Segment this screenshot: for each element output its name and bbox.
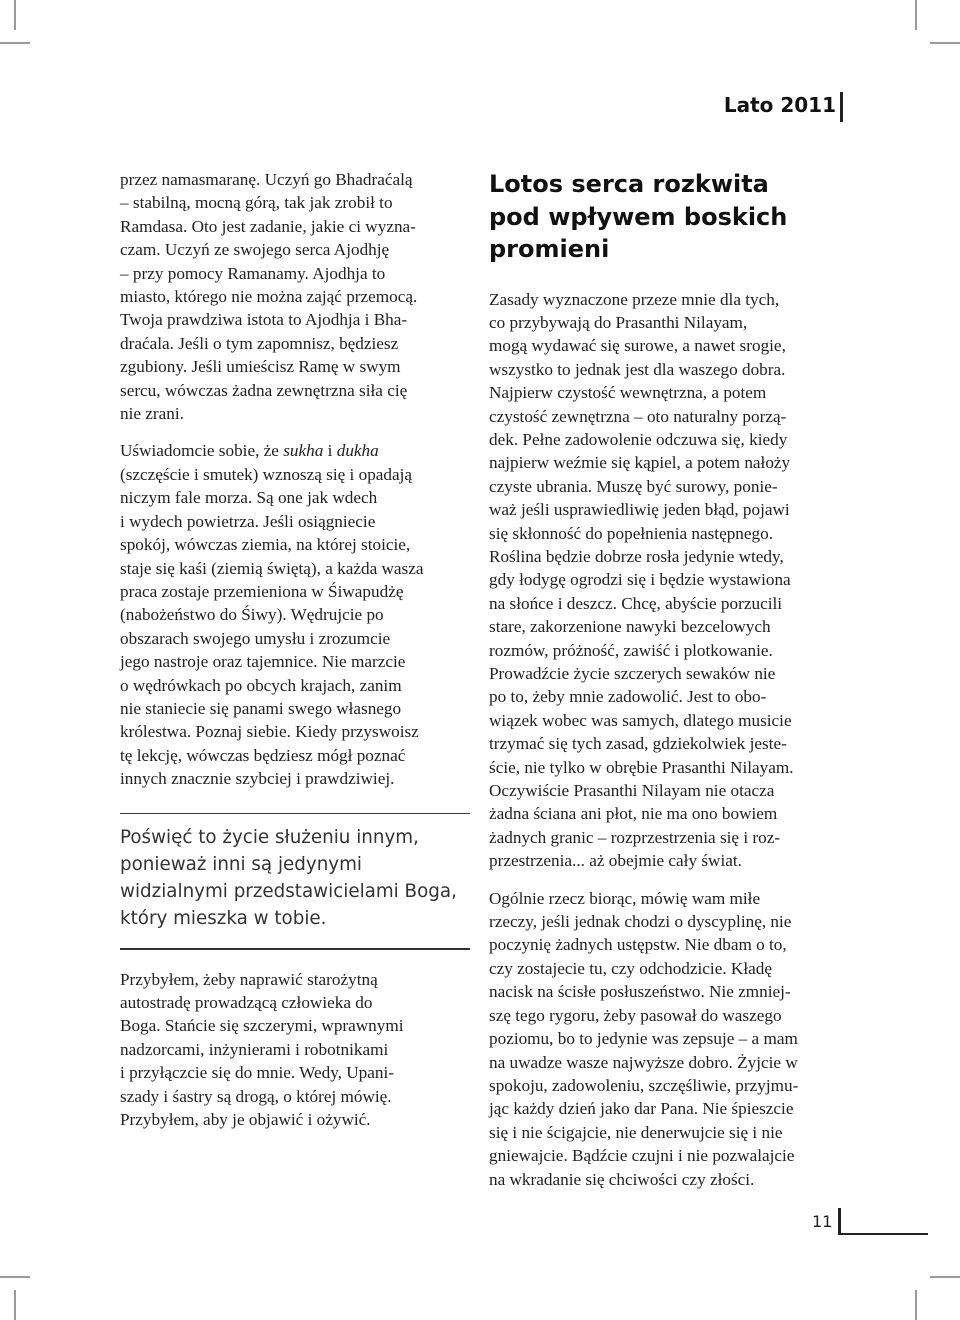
text-line: nie staniecie się panami swego własnego	[120, 698, 402, 718]
text-line: przez namasmaranę. Uczyń go Bhadraćalą	[120, 170, 413, 189]
text-line: gniewajcie. Bądźcie czujni i nie pozwalajcie	[489, 1146, 795, 1166]
text-line: (szczęście i smutek) wznoszą się i opadają	[120, 464, 413, 484]
text-line: i przyłączcie się do mnie. Wedy, Upani-	[120, 1063, 394, 1083]
text-line: królestwa. Poznaj siebie. Kiedy przyswoisz	[120, 722, 419, 742]
text-line: na uwadze wasze najwyższe dobro. Żyjcie w	[489, 1052, 798, 1072]
text-line: draćala. Jeśli o tym zapomnisz, będziesz	[120, 333, 399, 353]
text-line: jąc każdy dzień jako dar Pana. Nie śpieszcie	[489, 1099, 794, 1119]
text-line: Najpierw czystość wewnętrzna, a potem	[489, 383, 767, 403]
text-line: żadnych granic – rozprzestrzenia się i roz-	[489, 827, 781, 847]
text-line: Oczywiście Prasanthi Nilayam nie otacza	[489, 781, 775, 801]
text-line: co przybywają do Prasanthi Nilayam,	[489, 312, 748, 332]
text-line: stare, zakorzenione nawyki bezcelowych	[489, 617, 771, 637]
crop-mark-bottom-left	[14, 1290, 16, 1320]
text-line: Zasady wyznaczone przeze mnie dla tych,	[489, 289, 780, 309]
text-line: Przybyłem, aby je objawić i ożywić.	[120, 1110, 371, 1129]
text-line: czam. Uczyń ze swojego serca Ajodhję	[120, 240, 390, 260]
text-line: promieni	[489, 235, 610, 263]
text-line: spokoju, zadowoleniu, szczęśliwie, przyjmu-	[489, 1075, 799, 1095]
text-line: – przy pomocy Ramanamy. Ajodhja to	[120, 263, 386, 283]
right-paragraph-2	[489, 887, 841, 1191]
text-line: nacisk na ścisłe posłuszeństwo. Nie zmniej-	[489, 982, 791, 1002]
text-line: nie zrani.	[120, 404, 184, 424]
text-line: praca zostaje przemieniona w Śiwapudżę	[120, 581, 404, 601]
text-line: waż jeśli usprawiedliwię jeden błąd, pojawi	[489, 500, 790, 520]
left-paragraph-1	[120, 168, 476, 425]
left-column	[120, 168, 476, 1131]
crop-mark-top-right-h	[930, 42, 960, 44]
text-line: na słońce i deszcz. Chcę, abyście porzucili	[489, 593, 783, 613]
text-line: żadna ściana ani płot, nie ma ono bowiem	[489, 804, 778, 824]
text-line: tę lekcję, wówczas będziesz mógł poznać	[120, 745, 406, 765]
text-line: trzymać się tych zasad, gdziekolwiek jeste-	[489, 734, 787, 754]
page-number: 11	[812, 1212, 833, 1231]
text-line: po to, żeby mnie zadowolić. Jest to obo-	[489, 687, 767, 707]
text-line: spokój, wówczas ziemia, na której stoicie,	[120, 535, 411, 555]
text-line: Prowadźcie życie szczerych sewaków nie	[489, 664, 776, 683]
text-line: Lotos serca rozkwita	[489, 170, 769, 198]
text-line: się skłonność do popełnienia następnego.	[489, 523, 774, 543]
crop-mark-bottom-right-h	[930, 1276, 960, 1278]
issue-header: Lato 2011	[723, 93, 836, 117]
crop-mark-top-left	[14, 0, 16, 30]
article-heading	[489, 168, 841, 266]
right-column	[489, 168, 841, 1191]
text-line: mogą wydawać się surowe, a nawet srogie,	[489, 336, 786, 356]
page-number-bar	[838, 1208, 841, 1235]
text-line: Twoja prawdziwa istota to Ajodhja i Bha-	[120, 310, 408, 330]
text-line: pod wpływem boskich	[489, 202, 788, 231]
text-line: przestrzenia... aż obejmie cały świat.	[489, 851, 742, 871]
pull-quote	[120, 824, 476, 932]
text-line: Boga. Stańcie się szczerymi, wprawnymi	[120, 1016, 404, 1036]
pull-quote-top-rule	[120, 813, 470, 815]
text-line: Ogólnie rzecz biorąc, mówię wam miłe	[489, 888, 761, 908]
text-line: szady i śastry są drogą, o której mówię.	[120, 1086, 392, 1106]
term-dukha: dukha	[336, 441, 379, 461]
text-line: czystość zewnętrzna – oto naturalny porzą-	[489, 406, 787, 426]
text-line: dek. Pełne zadowolenie odczuwa się, kiedy	[489, 429, 788, 449]
right-paragraph-1	[489, 288, 841, 873]
text-line: zgubiony. Jeśli umieścisz Ramę w swym	[120, 357, 401, 377]
text-line: czyste ubrania. Muszę być surowy, ponie-	[489, 476, 778, 496]
text-line: nadzorcami, inżynierami i robotnikami	[120, 1039, 389, 1059]
text-line: rozmów, próżność, zawiść i plotkowanie.	[489, 640, 773, 660]
text-line: Przybyłem, żeby naprawić starożytną	[120, 969, 378, 989]
text-line: na wkradanie się chciwości czy złości.	[489, 1169, 755, 1189]
crop-mark-top-left-h	[0, 42, 30, 44]
text-line: niczym fale morza. Są one jak wdech	[120, 488, 378, 508]
crop-mark-bottom-right	[915, 1290, 917, 1320]
text-line: wiązek wobec was samych, dlatego musicie	[489, 710, 792, 730]
text-line: poziomu, bo to jedynie was zepsuje – a mam	[489, 1029, 798, 1049]
text-line: czy zostajecie tu, czy odchodzicie. Kładę	[489, 958, 772, 978]
text-line: szę tego rygoru, żeby pasował do waszego	[489, 1005, 782, 1025]
crop-mark-top-right	[915, 0, 917, 30]
text-line: najpierw weźmie się kąpiel, a potem nałoży	[489, 453, 791, 473]
left-paragraph-3	[120, 968, 476, 1132]
text-line: ście, nie tylko w obrębie Prasanthi Nilayam.	[489, 757, 794, 777]
text-line: Poświęć to życie służeniu innym,	[120, 827, 419, 849]
text-line: gdy łodygę ogrodzi się i będzie wystawiona	[489, 570, 791, 590]
text-line: widzialnymi przedstawicielami Boga,	[120, 881, 457, 903]
text-line: Ramdasa. Oto jest zadanie, jakie ci wyzna-	[120, 216, 416, 236]
text-line: sercu, wówczas żadna zewnętrzna siła cię	[120, 380, 408, 400]
text-line: (nabożeństwo do Śiwy). Wędrujcie po	[120, 605, 384, 625]
page-number-rule	[838, 1233, 928, 1235]
text-line: innych znacznie szybciej i prawdziwiej.	[120, 769, 395, 789]
term-sukha: sukha	[283, 441, 324, 461]
text-line: staje się kaśi (ziemią świętą), a każda wasza	[120, 558, 424, 578]
paragraph-2-first-line: Uświadomcie sobie, że sukha i dukha	[120, 441, 379, 461]
text-line: i wydech powietrza. Jeśli osiągniecie	[120, 511, 376, 531]
text-line: wszystko to jednak jest dla waszego dobra.	[489, 359, 786, 379]
text-line: który mieszka w tobie.	[120, 908, 327, 930]
text-line: miasto, którego nie można zająć przemocą.	[120, 287, 418, 307]
text-line: – stabilną, mocną górą, tak jak zrobił to	[120, 193, 393, 213]
text-line: autostradę prowadzącą człowieka do	[120, 992, 373, 1012]
text-line: ponieważ inni są jedynymi	[120, 854, 362, 876]
pull-quote-bottom-rule	[120, 948, 470, 950]
crop-mark-bottom-left-h	[0, 1276, 30, 1278]
text-line: rzeczy, jeśli jednak chodzi o dyscyplinę, nie	[489, 912, 792, 932]
left-paragraph-2	[120, 439, 476, 790]
header-rule	[840, 92, 843, 122]
text-line: jego nastroje oraz tajemnice. Nie marzcie	[120, 652, 406, 672]
text-line: się i nie ścigajcie, nie denerwujcie się i nie	[489, 1122, 783, 1142]
text-line: Roślina będzie dobrze rosła jedynie wtedy,	[489, 546, 784, 566]
text-line: o wędrówkach po obcych krajach, zanim	[120, 675, 402, 695]
text-line: poczynię żadnych ustępstw. Nie dbam o to,	[489, 935, 787, 955]
text-line: obszarach swojego umysłu i zrozumcie	[120, 628, 391, 648]
paragraph-2-lines	[120, 463, 476, 791]
